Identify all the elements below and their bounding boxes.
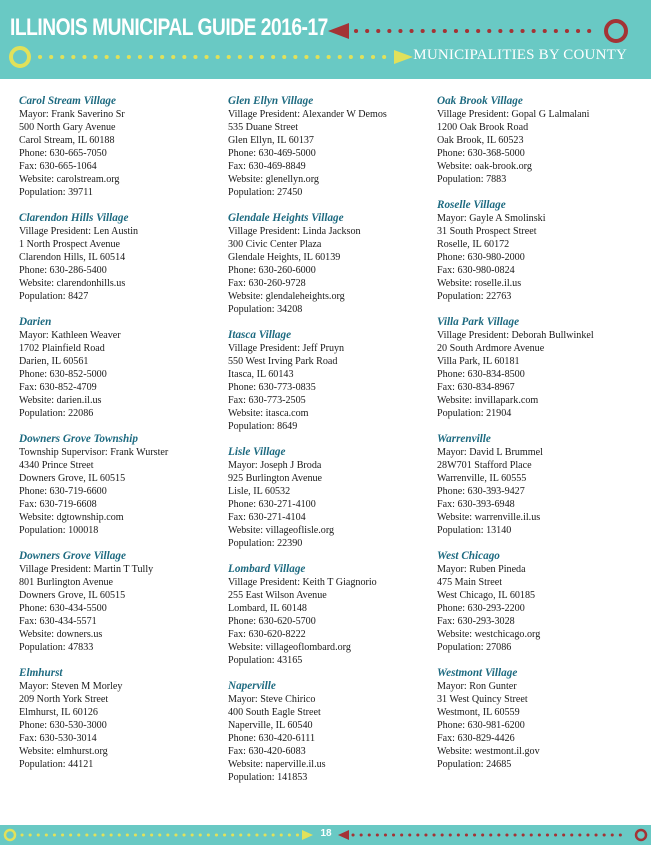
municipality-detail-line: Elmhurst, IL 60126 [19, 707, 98, 718]
municipality-detail-line: Website: itasca.com [228, 408, 309, 419]
municipality-detail-line: 209 North York Street [19, 694, 109, 705]
municipality-detail-line: Phone: 630-469-5000 [228, 148, 316, 159]
right-arrow-icon [302, 830, 313, 840]
municipality-detail-line: 925 Burlington Avenue [228, 473, 323, 484]
municipality-entry [19, 211, 224, 303]
municipality-detail-line: Village President: Gopal G Lalmalani [437, 109, 590, 120]
municipality-detail-line: 31 West Quincy Street [437, 694, 528, 705]
municipality-detail-line: Phone: 630-773-0835 [228, 382, 316, 393]
municipality-detail-line: Village President: Alexander W Demos [228, 109, 387, 120]
municipality-detail-line: Website: villageoflisle.org [228, 525, 335, 536]
left-arrow-icon [328, 23, 349, 39]
municipality-detail-line: Population: 22086 [19, 408, 94, 419]
municipality-name: Oak Brook Village [437, 95, 523, 107]
municipality-detail-line: Population: 34208 [228, 304, 303, 315]
municipality-detail-line: Darien, IL 60561 [19, 356, 89, 367]
municipality-detail-line: 1200 Oak Brook Road [437, 122, 529, 133]
municipality-detail-line: Mayor: Gayle A Smolinski [437, 213, 546, 224]
municipality-detail-line: Population: 13140 [437, 525, 512, 536]
municipality-detail-line: Mayor: Ron Gunter [437, 681, 517, 692]
page-number: 18 [320, 828, 332, 839]
municipality-detail-line: Clarendon Hills, IL 60514 [19, 252, 126, 263]
municipality-detail-line: Westmont, IL 60559 [437, 707, 520, 718]
municipality-detail-line: Fax: 630-293-3028 [437, 616, 515, 627]
municipality-detail-line: Fax: 630-834-8967 [437, 382, 515, 393]
municipality-detail-line: Township Supervisor: Frank Wurster [19, 447, 169, 458]
municipality-entry [228, 328, 433, 433]
municipality-detail-line: Website: westmont.il.gov [437, 746, 540, 757]
municipality-detail-line: Fax: 630-773-2505 [228, 395, 306, 406]
municipality-name: Roselle Village [437, 199, 506, 211]
municipality-detail-line: Phone: 630-719-6600 [19, 486, 107, 497]
municipality-detail-line: Website: invillapark.com [437, 395, 539, 406]
municipality-detail-line: Phone: 630-420-6111 [228, 733, 316, 744]
municipality-detail-line: Phone: 630-393-9427 [437, 486, 525, 497]
municipality-detail-line: Roselle, IL 60172 [437, 239, 510, 250]
municipality-detail-line: 20 South Ardmore Avenue [437, 343, 545, 354]
left-arrow-icon [338, 830, 349, 840]
municipality-detail-line: Website: roselle.il.us [437, 278, 522, 289]
municipality-detail-line: 500 North Gary Avenue [19, 122, 116, 133]
ring-icon [606, 21, 626, 41]
page-header [0, 0, 651, 79]
municipality-detail-line: 801 Burlington Avenue [19, 577, 114, 588]
municipality-detail-line: Phone: 630-620-5700 [228, 616, 316, 627]
municipality-detail-line: Phone: 630-852-5000 [19, 369, 107, 380]
municipality-entry [19, 94, 224, 199]
municipality-detail-line: Website: clarendonhills.us [19, 278, 126, 289]
municipality-detail-line: Mayor: Frank Saverino Sr [19, 109, 125, 120]
municipality-name: Lombard Village [228, 563, 306, 575]
municipality-name: Downers Grove Township [19, 433, 138, 445]
municipality-detail-line: Fax: 630-271-4104 [228, 512, 306, 523]
municipality-detail-line: 4340 Prince Street [19, 460, 94, 471]
municipality-detail-line: Population: 44121 [19, 759, 94, 770]
municipality-detail-line: Village President: Jeff Pruyn [228, 343, 345, 354]
municipality-detail-line: Website: darien.il.us [19, 395, 102, 406]
municipality-detail-line: Glen Ellyn, IL 60137 [228, 135, 314, 146]
ring-icon [5, 830, 15, 840]
municipality-entry [19, 666, 224, 771]
ring-icon [636, 830, 646, 840]
ring-icon [11, 48, 29, 66]
municipality-detail-line: Population: 21904 [437, 408, 512, 419]
municipality-detail-line: Mayor: Steve Chirico [228, 694, 316, 705]
municipality-detail-line: Website: glendaleheights.org [228, 291, 345, 302]
municipality-detail-line: Phone: 630-980-2000 [437, 252, 525, 263]
municipality-detail-line: Downers Grove, IL 60515 [19, 590, 126, 601]
municipality-detail-line: 31 South Prospect Street [437, 226, 537, 237]
municipality-detail-line: 535 Duane Street [228, 122, 299, 133]
municipality-detail-line: Fax: 630-469-8849 [228, 161, 306, 172]
municipality-name: Warrenville [437, 433, 491, 445]
municipality-detail-line: Website: naperville.il.us [228, 759, 326, 770]
municipality-name: Clarendon Hills Village [19, 212, 129, 224]
municipality-name: Darien [19, 316, 52, 328]
municipality-detail-line: Website: dgtownship.com [19, 512, 124, 523]
municipality-entry [228, 445, 433, 550]
municipality-detail-line: Village President: Keith T Giagnorio [228, 577, 377, 588]
municipality-detail-line: Fax: 630-852-4709 [19, 382, 97, 393]
municipality-entry [437, 432, 642, 537]
municipality-entry [437, 198, 642, 303]
municipality-detail-line: Mayor: Ruben Pineda [437, 564, 526, 575]
page-title: ILLINOIS MUNICIPAL GUIDE 2016-17 [10, 14, 328, 41]
municipality-entry [228, 562, 433, 667]
municipality-detail-line: Fax: 630-260-9728 [228, 278, 306, 289]
municipality-detail-line: Fax: 630-620-8222 [228, 629, 306, 640]
column-1 [19, 94, 224, 783]
municipality-entry [437, 666, 642, 771]
municipality-detail-line: Phone: 630-530-3000 [19, 720, 107, 731]
municipality-detail-line: Fax: 630-420-6083 [228, 746, 306, 757]
municipality-detail-line: Phone: 630-271-4100 [228, 499, 316, 510]
municipality-detail-line: Population: 39711 [19, 187, 93, 198]
municipality-entry [228, 211, 433, 316]
municipality-detail-line: Website: carolstream.org [19, 174, 120, 185]
municipality-detail-line: 550 West Irving Park Road [228, 356, 338, 367]
municipality-name: Itasca Village [228, 329, 292, 341]
municipality-detail-line: Village President: Len Austin [19, 226, 139, 237]
municipality-detail-line: Phone: 630-434-5500 [19, 603, 107, 614]
municipality-name: Naperville [228, 680, 276, 692]
municipality-detail-line: Village President: Linda Jackson [228, 226, 361, 237]
municipality-detail-line: Mayor: Kathleen Weaver [19, 330, 121, 341]
municipality-detail-line: Website: downers.us [19, 629, 103, 640]
municipality-detail-line: Population: 22763 [437, 291, 512, 302]
municipality-entry [437, 94, 642, 186]
municipality-detail-line: Phone: 630-286-5400 [19, 265, 107, 276]
municipality-detail-line: Fax: 630-665-1064 [19, 161, 97, 172]
municipality-detail-line: Warrenville, IL 60555 [437, 473, 527, 484]
municipality-detail-line: 475 Main Street [437, 577, 503, 588]
municipality-detail-line: Population: 100018 [19, 525, 99, 536]
municipality-detail-line: Fax: 630-530-3014 [19, 733, 97, 744]
municipality-detail-line: Population: 43165 [228, 655, 303, 666]
right-arrow-icon [394, 50, 413, 64]
municipality-detail-line: Phone: 630-260-6000 [228, 265, 316, 276]
municipality-detail-line: West Chicago, IL 60185 [437, 590, 536, 601]
municipality-detail-line: Population: 8427 [19, 291, 89, 302]
municipality-detail-line: Website: elmhurst.org [19, 746, 108, 757]
municipality-detail-line: Lisle, IL 60532 [228, 486, 291, 497]
municipality-detail-line: Population: 8649 [228, 421, 298, 432]
municipality-detail-line: 255 East Wilson Avenue [228, 590, 327, 601]
municipality-detail-line: Itasca, IL 60143 [228, 369, 294, 380]
municipality-detail-line: Website: warrenville.il.us [437, 512, 541, 523]
municipality-detail-line: Website: villageoflombard.org [228, 642, 351, 653]
column-2 [228, 94, 433, 796]
municipality-detail-line: Population: 141853 [228, 772, 308, 783]
municipality-name: Glendale Heights Village [228, 212, 344, 224]
municipality-detail-line: Mayor: Joseph J Broda [228, 460, 322, 471]
municipality-detail-line: Website: westchicago.org [437, 629, 541, 640]
municipality-detail-line: Phone: 630-368-5000 [437, 148, 525, 159]
municipality-name: Downers Grove Village [19, 550, 126, 562]
municipality-entry [437, 315, 642, 420]
municipality-detail-line: Naperville, IL 60540 [228, 720, 313, 731]
municipality-detail-line: 300 Civic Center Plaza [228, 239, 322, 250]
municipality-detail-line: Population: 24685 [437, 759, 512, 770]
municipality-name: Westmont Village [437, 667, 518, 679]
municipality-detail-line: 28W701 Stafford Place [437, 460, 532, 471]
municipality-name: Glen Ellyn Village [228, 95, 314, 107]
municipality-entry [437, 549, 642, 654]
municipality-detail-line: Population: 7883 [437, 174, 507, 185]
municipality-detail-line: Fax: 630-393-6948 [437, 499, 515, 510]
municipality-name: Carol Stream Village [19, 95, 116, 107]
municipality-name: Lisle Village [228, 446, 286, 458]
municipality-name: Villa Park Village [437, 316, 520, 328]
municipality-name: West Chicago [437, 550, 500, 562]
municipality-detail-line: Villa Park, IL 60181 [437, 356, 520, 367]
municipality-detail-line: Fax: 630-829-4426 [437, 733, 515, 744]
municipality-detail-line: Website: glenellyn.org [228, 174, 319, 185]
municipality-detail-line: Phone: 630-665-7050 [19, 148, 107, 159]
municipality-entry [19, 432, 224, 537]
municipality-detail-line: Mayor: David L Brummel [437, 447, 543, 458]
municipality-detail-line: Population: 27450 [228, 187, 303, 198]
municipality-detail-line: Village President: Deborah Bullwinkel [437, 330, 594, 341]
section-subtitle: MUNICIPALITIES BY COUNTY [413, 47, 627, 63]
municipality-detail-line: Phone: 630-834-8500 [437, 369, 525, 380]
municipality-detail-line: Population: 47833 [19, 642, 94, 653]
municipality-entry [19, 549, 224, 654]
municipality-detail-line: Lombard, IL 60148 [228, 603, 307, 614]
municipality-detail-line: Carol Stream, IL 60188 [19, 135, 115, 146]
municipality-entry [19, 315, 224, 420]
municipality-detail-line: Phone: 630-981-6200 [437, 720, 525, 731]
municipality-entry [228, 94, 433, 199]
municipality-name: Elmhurst [19, 667, 63, 679]
column-3 [437, 94, 642, 783]
municipality-detail-line: Population: 27086 [437, 642, 512, 653]
municipality-detail-line: Population: 22390 [228, 538, 303, 549]
municipality-detail-line: 400 South Eagle Street [228, 707, 321, 718]
municipality-detail-line: Downers Grove, IL 60515 [19, 473, 126, 484]
municipality-detail-line: Village President: Martin T Tully [19, 564, 154, 575]
municipality-detail-line: Glendale Heights, IL 60139 [228, 252, 341, 263]
municipality-detail-line: Phone: 630-293-2200 [437, 603, 525, 614]
municipality-detail-line: Oak Brook, IL 60523 [437, 135, 524, 146]
municipality-detail-line: Mayor: Steven M Morley [19, 681, 123, 692]
municipality-entry [228, 679, 433, 784]
page-footer [0, 825, 651, 845]
municipality-detail-line: Fax: 630-980-0824 [437, 265, 515, 276]
municipality-detail-line: Fax: 630-719-6608 [19, 499, 97, 510]
municipality-detail-line: Website: oak-brook.org [437, 161, 532, 172]
municipality-detail-line: 1702 Plainfield Road [19, 343, 105, 354]
municipality-detail-line: Fax: 630-434-5571 [19, 616, 97, 627]
municipality-detail-line: 1 North Prospect Avenue [19, 239, 121, 250]
